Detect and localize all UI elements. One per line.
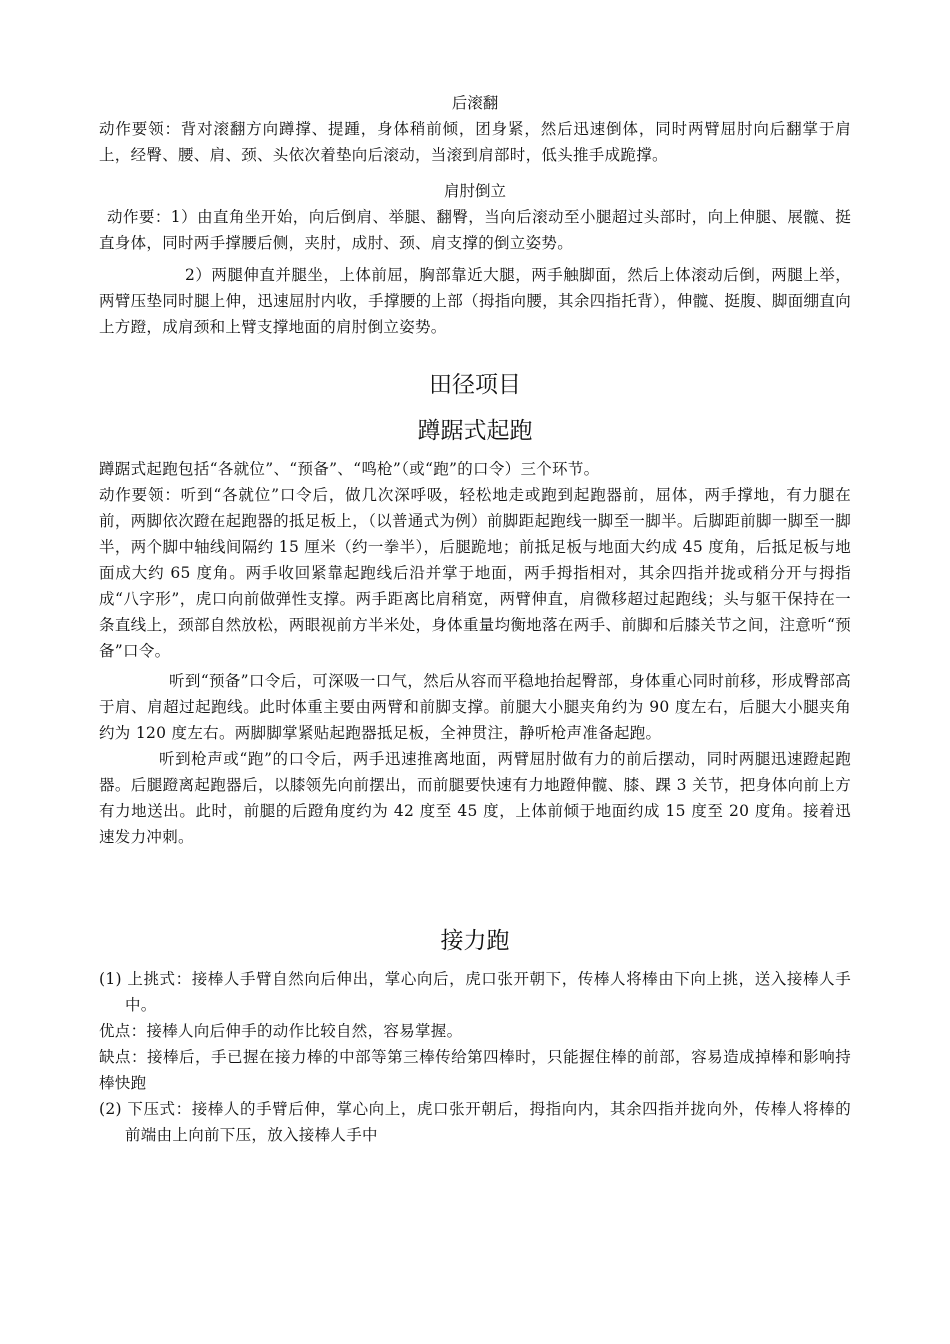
shoulder-stand-paragraph-1: 动作要：1）由直角坐开始，向后倒肩、举腿、翻臀，当向后滚动至小腿超过头部时，向上伸腿、展髋、挺直身体，同时两手撑腰后侧，夹肘，成肘、颈、肩支撑的倒立姿势。: [99, 208, 851, 252]
back-roll-paragraph: 动作要领：背对滚翻方向蹲撑、提踵，身体稍前倾，团身紧，然后迅速倒体，同时两臂屈肘向后翻掌于肩上，经臀、腰、肩、颈、头依次着垫向后滚动，当滚到肩部时，低头推手成跪撑。: [99, 120, 851, 164]
crouch-start-title: 蹲踞式起跑: [417, 418, 533, 444]
relay-item-2: (2) 下压式：接棒人的手臂后伸，掌心向上，虎口张开朝后，拇指向内，其余四指并拢向外，传棒人将棒的前端由上向前下压，放入接棒人手中: [99, 1100, 851, 1144]
track-section-title: 田径项目: [429, 372, 521, 398]
shoulder-stand-paragraph-2: 2）两腿伸直并腿坐，上体前屈，胸部靠近大腿，两手触脚面，然后上体滚动后倒，两腿上举，两臂压垫同时腿上伸，迅速屈肘内收，手撑腰的上部（拇指向腰，其余四指托背），伸髋、挺腹、脚面绷直向上方蹬，成肩颈和上臂支撑地面的肩肘倒立姿势。: [99, 266, 851, 336]
crouch-start-paragraph-3: 听到“预备”口令后，可深吸一口气，然后从容而平稳地抬起臀部，身体重心同时前移，形成臀部高于肩、肩超过起跑线。此时体重主要由两臂和前脚支撑。前腿大小腿夹角约为 90 度左右，后腿大小腿夹角约为 120 度左右。两脚脚掌紧贴起跑器抵足板，全神贯注，静听枪声准备起跑。: [99, 672, 851, 742]
crouch-start-paragraph-4: 听到枪声或“跑”的口令后，两手迅速推离地面，两臂屈肘做有力的前后摆动，同时两腿迅速蹬起跑器。后腿蹬离起跑器后，以膝领先向前摆出，而前腿要快速有力地蹬伸髋、膝、踝 3 关节，把身体向前上方有力地送出。此时，前腿的后蹬角度约为 42 度至 45 度，上体前倾于地面约成 15 度至 20 度角。接着迅速发力冲刺。: [99, 750, 851, 846]
relay-pro: 优点：接棒人向后伸手的动作比较自然，容易掌握。: [99, 1022, 463, 1040]
crouch-start-paragraph-1: 蹲踞式起跑包括“各就位”、“预备”、“鸣枪”（或“跑”的口令）三个环节。: [99, 460, 600, 478]
document-page: [99, 90, 851, 1148]
relay-title: 接力跑: [440, 928, 510, 954]
shoulder-stand-title: 肩肘倒立: [443, 182, 506, 200]
crouch-start-paragraph-2: 动作要领：听到“各就位”口令后，做几次深呼吸，轻松地走或跑到起跑器前，屈体，两手撑地，有力腿在前，两脚依次蹬在起跑器的抵足板上，（以普通式为例）前脚距起跑线一脚至一脚半。后脚距前脚一脚至一脚半，两个脚中轴线间隔约 15 厘米（约一拳半），后腿跪地；前抵足板与地面大约成 45 度角，后抵足板与地面成大约 65 度角。两手收回紧靠起跑线后沿并掌于地面，两手拇指相对，其余四指并拢或稍分开与拇指成“八字形”，虎口向前做弹性支撑。两手距离比肩稍宽，两臂伸直，肩微移超过起跑线；头与躯干保持在一条直线上，颈部自然放松，两眼视前方半米处，身体重量均衡地落在两手、前脚和后膝关节之间，注意听“预备”口令。: [99, 486, 851, 660]
relay-con: 缺点：接棒后，手已握在接力棒的中部等第三棒传给第四棒时，只能握住棒的前部，容易造成掉棒和影响持棒快跑: [99, 1048, 851, 1092]
relay-item-1: (1) 上挑式：接棒人手臂自然向后伸出，掌心向后，虎口张开朝下，传棒人将棒由下向上挑，送入接棒人手中。: [99, 970, 851, 1014]
back-roll-title: 后滚翻: [451, 94, 499, 112]
